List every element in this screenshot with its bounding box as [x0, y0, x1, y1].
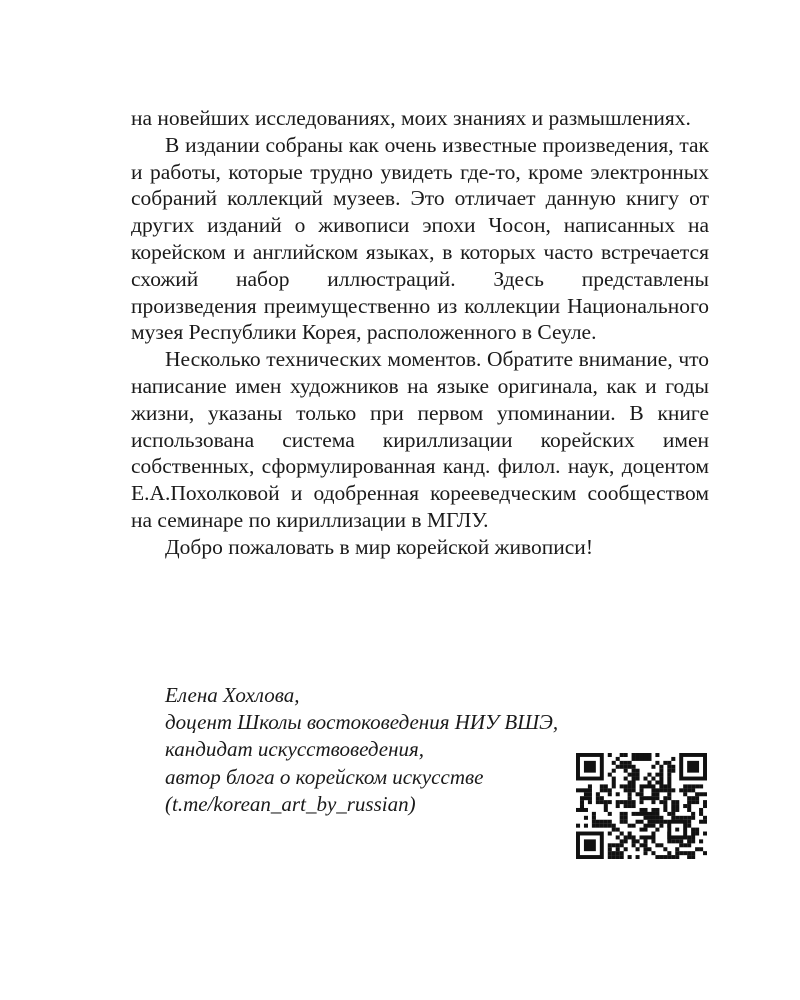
qr-code-modules [576, 753, 707, 859]
paragraph-welcome: Добро пожаловать в мир корейской живописи! [165, 534, 593, 559]
main-text-block [131, 105, 709, 561]
paragraph-continuation: на новейших исследованиях, моих знаниях и размышлениях. [131, 106, 691, 130]
author-position: доцент Школы востоковедения НИУ ВШЭ, [165, 710, 559, 735]
author-signature [165, 682, 565, 818]
author-degree: кандидат искусствоведения, [165, 737, 425, 762]
qr-code[interactable] [576, 753, 707, 859]
author-blog: автор блога о корейском искусстве [165, 764, 484, 789]
author-name: Елена Хохлова, [165, 683, 300, 707]
paragraph-technical-notes: Несколько технических моментов. Обратите внимание, что написание имен художников на языке оригинала, как и годы жизни, указаны только при первом упоминании. В книге использована система кириллизации корейских имен собственных, сформулированная канд. филол. наук, доцентом Е.А.Похолковой и одобренная корееведческим сообществом на семинаре по кириллизации в МГЛУ. [131, 347, 709, 532]
paragraph-edition-description: В издании собраны как очень известные произведения, так и работы, которые трудно увидеть где-то, кроме электронных собраний коллекций музеев. Это отличает данную книгу от других изданий о живописи эпохи Чосон, написанных на корейском и английском языках, в которых часто встречается схожий набор иллюстраций. Здесь представлены произведения преимущественно из коллекции Национального музея Республики Корея, расположенного в Сеуле. [131, 132, 709, 345]
author-blog-link[interactable]: (t.me/korean_art_by_russian) [165, 791, 416, 816]
